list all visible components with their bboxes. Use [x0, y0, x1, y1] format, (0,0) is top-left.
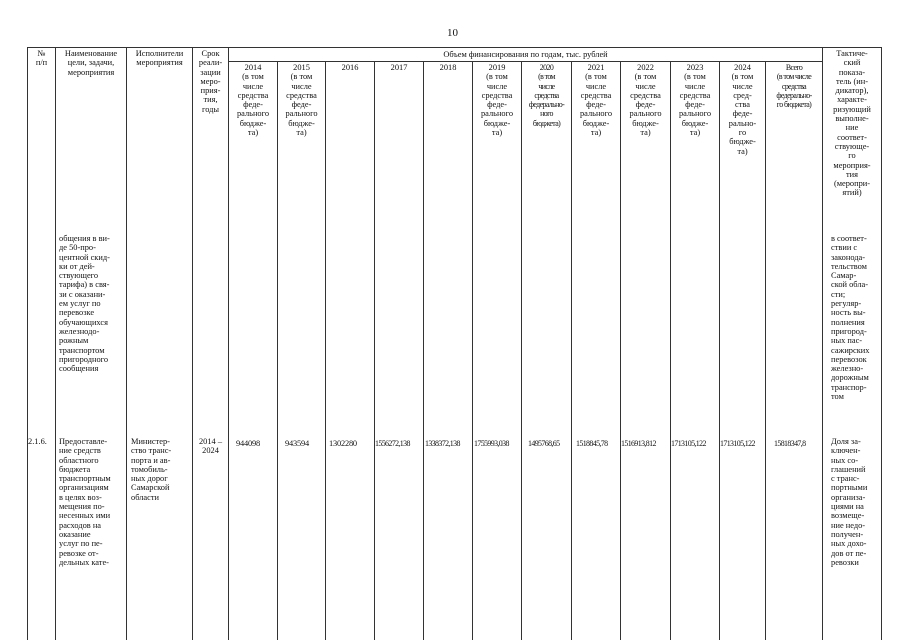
column-divider — [571, 61, 572, 640]
row-2-1-6-value-2024: 1713105,122 — [720, 439, 755, 448]
header-year-2016: 2016 — [341, 63, 359, 72]
header-year-2015: 2015 (в том числе средства феде- рального бюдже- та) — [285, 63, 318, 138]
header-executors: Исполнители мероприятия — [135, 49, 184, 68]
column-divider — [765, 61, 766, 640]
header-year-2024: 2024 (в том числе сред- ства феде- рально- го бюдже- та) — [728, 63, 757, 156]
table-top-border — [27, 47, 882, 48]
header-year-2017: 2017 — [390, 63, 408, 72]
row-2-1-6-value-2015: 943594 — [285, 439, 309, 448]
header-num: № п/п — [35, 49, 48, 68]
column-divider — [277, 61, 278, 640]
column-divider — [126, 47, 127, 640]
row-2-1-6-value-2019: 1755993,038 — [474, 439, 509, 448]
header-funding-title: Объем финансирования по годам, тыс. рублей — [443, 50, 608, 59]
row-2-1-6-value-2020: 1495768,65 — [528, 439, 560, 448]
continuation-name: общения в ви- де 50-про- центной скид- ки от дей- ствующего тарифа) в свя- зи с оказани- ем услуг по перевозке обучающихся железнодо- рожным транспортом пригородного сообщения — [59, 234, 110, 374]
row-2-1-6-value-total: 15818347,8 — [774, 439, 806, 448]
row-2-1-6-executor: Министер- ство транс- порта и ав- томобиль- ных дорог Самарской области — [131, 437, 172, 502]
header-year-2019: 2019 (в том числе средства феде- рального бюдже- та) — [480, 63, 514, 138]
header-indicator: Тактиче- ский показа- тель (ин- дикатор), характе- ризующий выполне- ние соответ- ствующе- го мероприя- тия (меропри- ятий) — [833, 49, 871, 198]
row-2-1-6-term: 2014 – 2024 — [198, 437, 223, 456]
column-divider — [521, 61, 522, 640]
header-year-2018: 2018 — [439, 63, 457, 72]
header-year-2020: 2020 (в том числе средства федерально- ного бюджета) — [528, 63, 565, 128]
column-divider — [55, 47, 56, 640]
table-border-right — [881, 47, 882, 640]
row-2-1-6-value-2014: 944098 — [236, 439, 260, 448]
row-2-1-6-value-2022: 1516913,812 — [621, 439, 656, 448]
row-2-1-6-num: 2.1.6. — [28, 437, 47, 446]
row-2-1-6-value-2016: 1302280 — [329, 439, 357, 448]
column-divider — [374, 61, 375, 640]
header-total: Всего (в том числе средства федерально- го бюджета) — [776, 63, 812, 110]
column-divider — [192, 47, 193, 640]
header-name: Наименование цели, задачи, мероприятия — [64, 49, 118, 77]
header-year-2023: 2023 (в том числе средства феде- рального бюдже- та) — [678, 63, 712, 138]
table-border-left — [27, 47, 28, 640]
column-divider — [620, 61, 621, 640]
column-divider — [472, 61, 473, 640]
header-year-2014: 2014 (в том числе средства феде- рального бюдже- та) — [236, 63, 270, 138]
row-2-1-6-value-2023: 1713105,122 — [671, 439, 706, 448]
column-divider — [670, 61, 671, 640]
column-divider — [423, 61, 424, 640]
page-number: 10 — [447, 27, 458, 39]
row-2-1-6-indicator: Доля за- ключен- ных со- глашений с транс- портными организа- циями на возмеще- ние недо- получен- ных дохо- дов от пе- ревозки — [831, 437, 868, 567]
column-divider — [325, 61, 326, 640]
header-term: Срок реали- зации меро- прия- тия, годы — [198, 49, 223, 114]
row-2-1-6-value-2021: 1518845,78 — [576, 439, 608, 448]
header-year-2022: 2022 (в том числе средства феде- рального бюдже- та) — [629, 63, 662, 138]
row-2-1-6-value-2017: 1556272,138 — [375, 439, 410, 448]
funding-header-divider — [228, 61, 822, 62]
continuation-indicator: в соответ- ствии с законода- тельством Самар- ской обла- сти; регуляр- ность вы- полнения пригород- ных пас- сажирских перевозок железно- дорожным транспор- том — [831, 234, 870, 402]
row-2-1-6-value-2018: 1338372,138 — [425, 439, 460, 448]
header-year-2021: 2021 (в том числе средства феде- рального бюдже- та) — [579, 63, 613, 138]
row-2-1-6-name: Предоставле- ние средств областного бюджета транспортным организациям в целях воз- мещения по- несенных ими расходов на оказание услуг по пе- ревозке от- дельных кате- — [59, 437, 111, 567]
